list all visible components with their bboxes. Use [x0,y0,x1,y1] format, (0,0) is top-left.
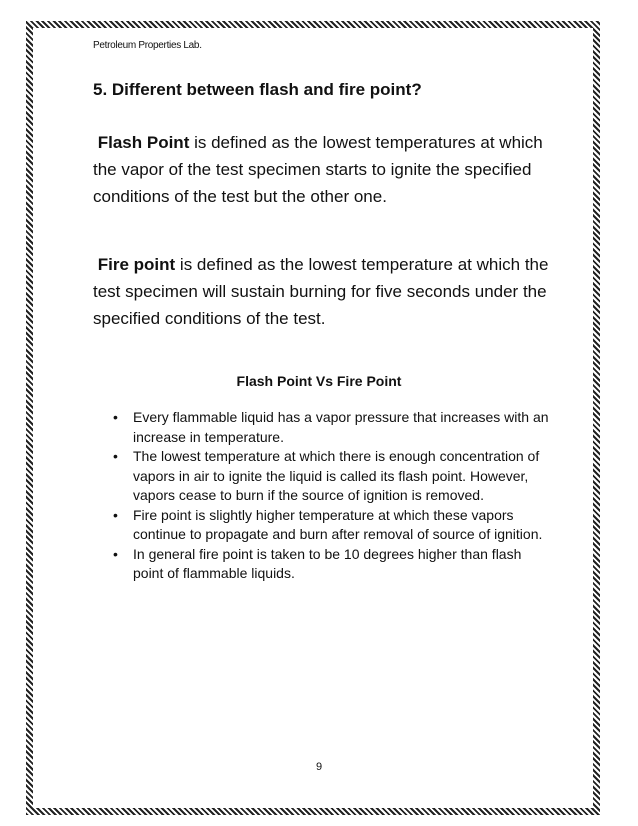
bullet-icon: • [113,506,118,523]
bullet-icon: • [113,409,118,425]
page-header: Petroleum Properties Lab. [93,40,202,51]
fire-point-definition: is defined as the lowest temperature at which the test specimen will sustain burning for five seconds under the specified conditions of the test. [93,255,549,328]
bullet-text: Fire point is slightly higher temperature at which these vapors continue to propagate and burn after removal of source of ignition. [133,506,543,542]
bullet-text: In general fire point is taken to be 10 degrees higher than flash point of flammable liquids. [133,545,522,581]
flash-point-term: Flash Point [97,133,190,152]
bullet-icon: • [113,448,118,464]
bullet-text: The lowest temperature at which there is enough concentration of vapors in air to ignite the liquid is called its flash point. However, vapors cease to burn if the source of ignition is removed. [133,448,540,503]
list-item [111,545,551,584]
flash-point-definition: is defined as the lowest temperatures at which the vapor of the test specimen starts to ignite the specified conditions of the test but the other one. [93,133,543,206]
list-item [111,408,551,447]
fire-point-term: Fire point [97,255,176,274]
bullet-text: Every flammable liquid has a vapor pressure that increases with an increase in temperature. [133,409,549,445]
bullet-icon: • [113,545,118,562]
list-item [111,506,551,545]
flash-point-paragraph [93,129,553,210]
list-item [111,447,551,506]
section-heading: 5. Different between flash and fire point? [93,80,422,99]
comparison-bullet-list [111,408,551,584]
fire-point-paragraph [93,251,553,332]
comparison-title: Flash Point Vs Fire Point [236,373,402,389]
page-number: 9 [315,761,323,773]
